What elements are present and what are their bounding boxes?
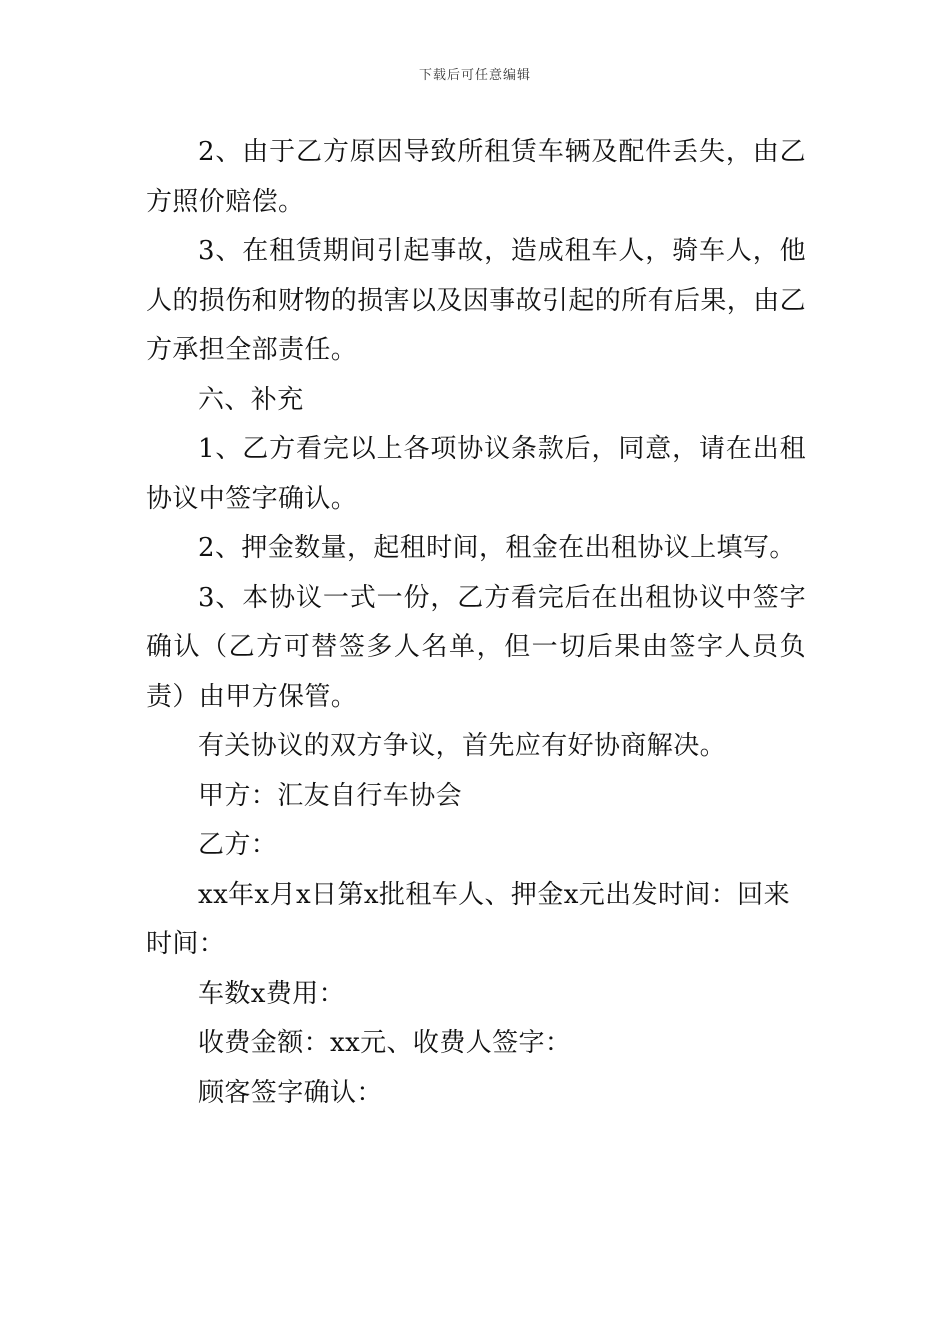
party-a: 甲方：汇友自行车协会 [198, 780, 463, 811]
rental-batch-info: xx年x月x日第x批租车人、押金x元出发时间：回来时间： [146, 879, 790, 959]
clause-one-copy: 3、本协议一式一份，乙方看完后在出租协议中签字确认（乙方可替签多人名单，但一切后果由签字人员负责）由甲方保管。 [146, 582, 806, 712]
clause-loss-compensation: 2、由于乙方原因导致所租赁车辆及配件丢失，由乙方照价赔偿。 [146, 137, 806, 217]
bike-count-fee: 车数x费用： [198, 978, 346, 1009]
section-heading-supplement: 六、补充 [198, 384, 304, 415]
clause-accident-liability: 3、在租赁期间引起事故，造成租车人，骑车人，他人的损伤和财物的损害以及因事故引起的所有后果，由乙方承担全部责任。 [146, 236, 807, 365]
clause-deposit-fill: 2、押金数量，起租时间，租金在出租协议上填写。 [198, 533, 796, 563]
fee-amount-signature: 收费金额：xx元、收费人签字： [198, 1028, 572, 1058]
party-b: 乙方： [198, 830, 278, 860]
header-note: 下载后可任意编辑 [418, 68, 531, 83]
document-body [146, 128, 806, 1118]
clause-sign-confirmation: 1、乙方看完以上各项协议条款后，同意，请在出租协议中签字确认。 [146, 434, 806, 514]
customer-signature: 顾客签字确认： [198, 1077, 383, 1108]
dispute-resolution: 有关协议的双方争议，首先应有好协商解决。 [198, 731, 727, 761]
